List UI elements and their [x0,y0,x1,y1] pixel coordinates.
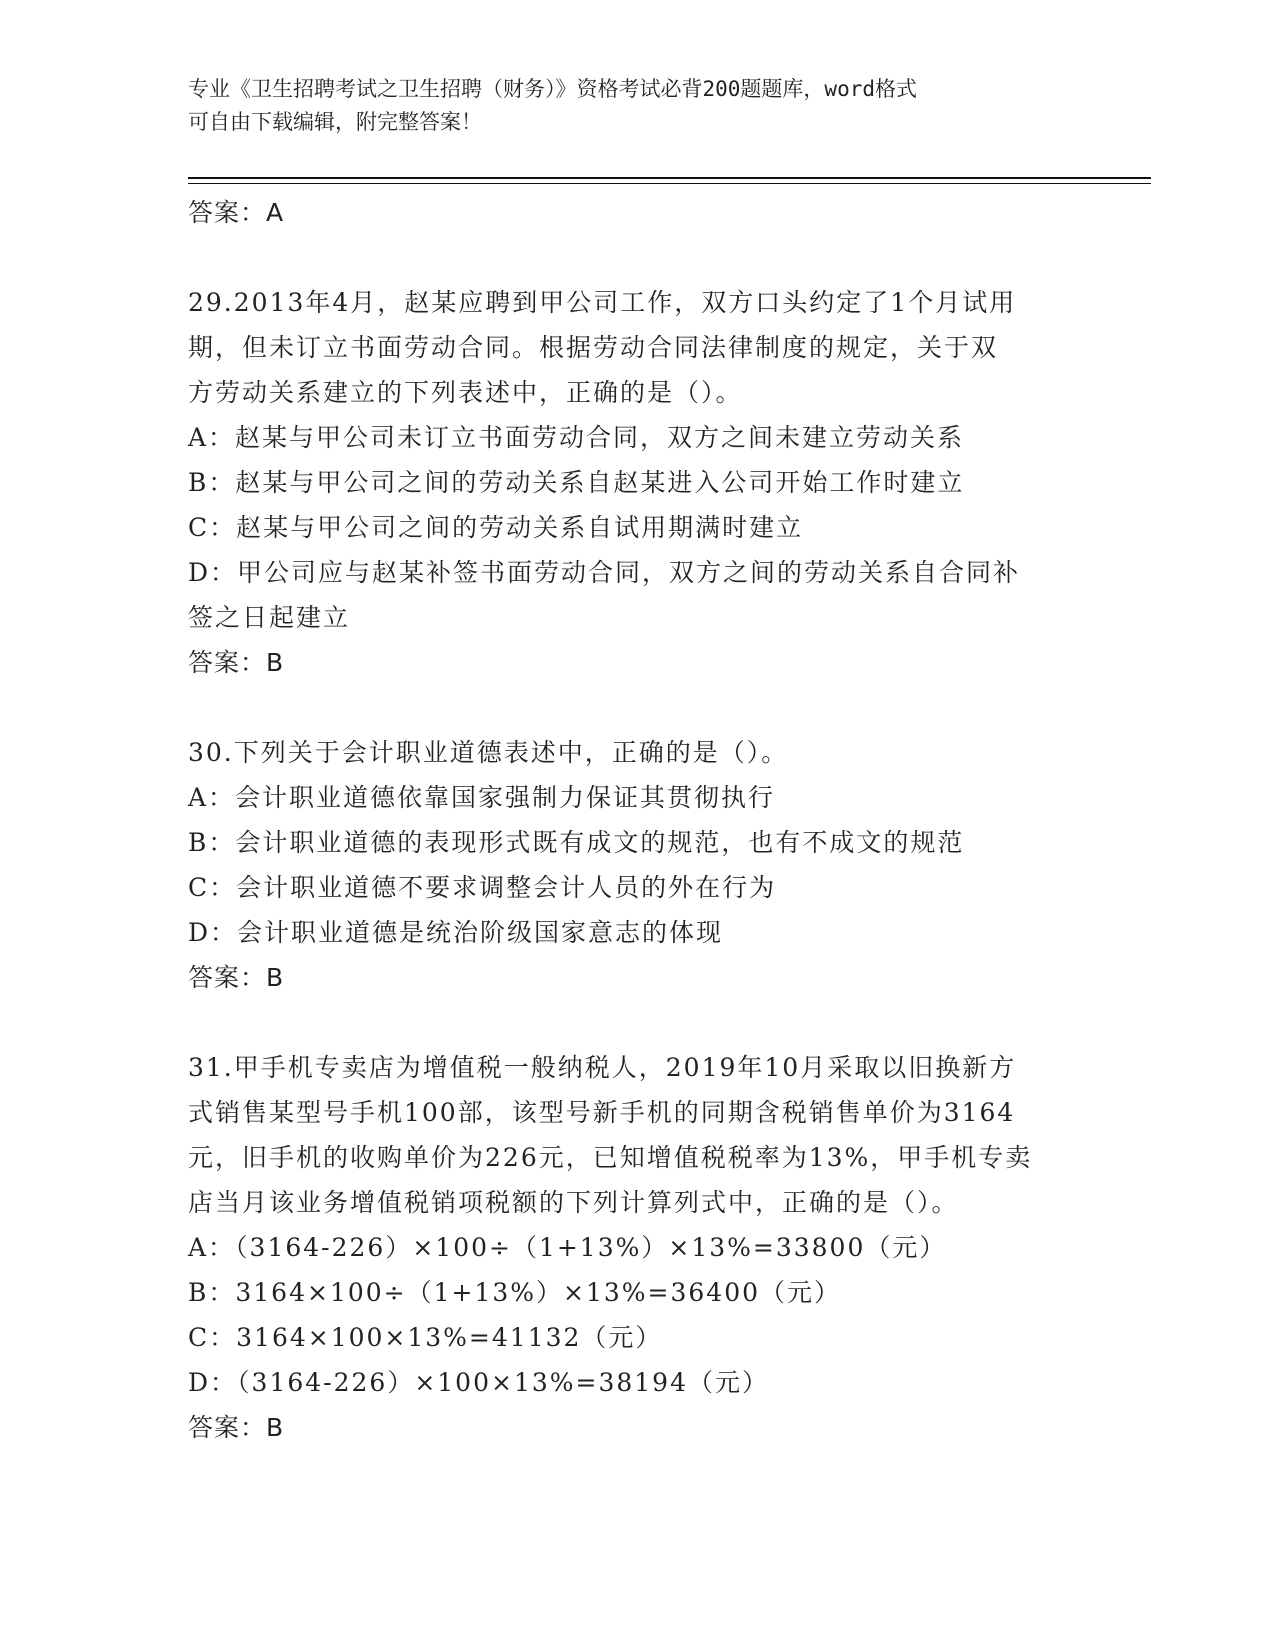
answer-line: 答案：B [188,1413,285,1442]
header-divider-thick [188,177,1151,179]
document-header [188,73,1088,139]
option-a: A：会计职业道德依靠国家强制力保证其贯彻执行 [188,783,776,812]
question-block [188,730,1088,1000]
answer-line: 答案：B [188,963,285,992]
question-text-line: 店当月该业务增值税销项税额的下列计算列式中，正确的是（）。 [188,1188,959,1217]
option-d-continued: 签之日起建立 [188,603,351,632]
option-a: A：赵某与甲公司未订立书面劳动合同，双方之间未建立劳动关系 [188,423,965,452]
question-block [188,1045,1088,1450]
header-divider-thin [188,183,1151,184]
option-c: C：赵某与甲公司之间的劳动关系自试用期满时建立 [188,513,804,542]
question-text-line: 31.甲手机专卖店为增值税一般纳税人，2019年10月采取以旧换新方 [188,1053,1017,1082]
question-block [188,280,1088,685]
option-c: C：3164×100×13%=41132（元） [188,1323,663,1352]
option-d: D：甲公司应与赵某补签书面劳动合同，双方之间的劳动关系自合同补 [188,558,1021,587]
spacer [188,685,1088,730]
question-text-line: 29.2013年4月，赵某应聘到甲公司工作，双方口头约定了1个月试用 [188,288,1017,317]
question-text-line: 期，但未订立书面劳动合同。根据劳动合同法律制度的规定，关于双 [188,333,999,362]
header-line: 专业《卫生招聘考试之卫生招聘（财务）》资格考试必背200题题库，word格式 [188,77,917,101]
spacer [188,1000,1088,1045]
option-b: B：赵某与甲公司之间的劳动关系自赵某进入公司开始工作时建立 [188,468,965,497]
header-line: 可自由下载编辑，附完整答案！ [188,110,482,134]
option-d: D：会计职业道德是统治阶级国家意志的体现 [188,918,724,947]
option-c: C：会计职业道德不要求调整会计人员的外在行为 [188,873,777,902]
answer-line: 答案：A [188,198,285,227]
question-text-line: 元，旧手机的收购单价为226元，已知增值税税率为13%，甲手机专卖 [188,1143,1033,1172]
option-a: A：（3164-226）×100÷（1+13%）×13%=33800（元） [188,1233,947,1262]
answer-line: 答案：B [188,648,285,677]
question-text-line: 30.下列关于会计职业道德表述中，正确的是（）。 [188,738,789,767]
option-d: D：（3164-226）×100×13%=38194（元） [188,1368,769,1397]
question-list [188,190,1088,1450]
spacer [188,235,1088,280]
question-text-line: 式销售某型号手机100部，该型号新手机的同期含税销售单价为3164 [188,1098,1016,1127]
question-text-line: 方劳动关系建立的下列表述中，正确的是（）。 [188,378,743,407]
option-b: B：会计职业道德的表现形式既有成文的规范，也有不成文的规范 [188,828,965,857]
option-b: B：3164×100÷（1+13%）×13%=36400（元） [188,1278,842,1307]
